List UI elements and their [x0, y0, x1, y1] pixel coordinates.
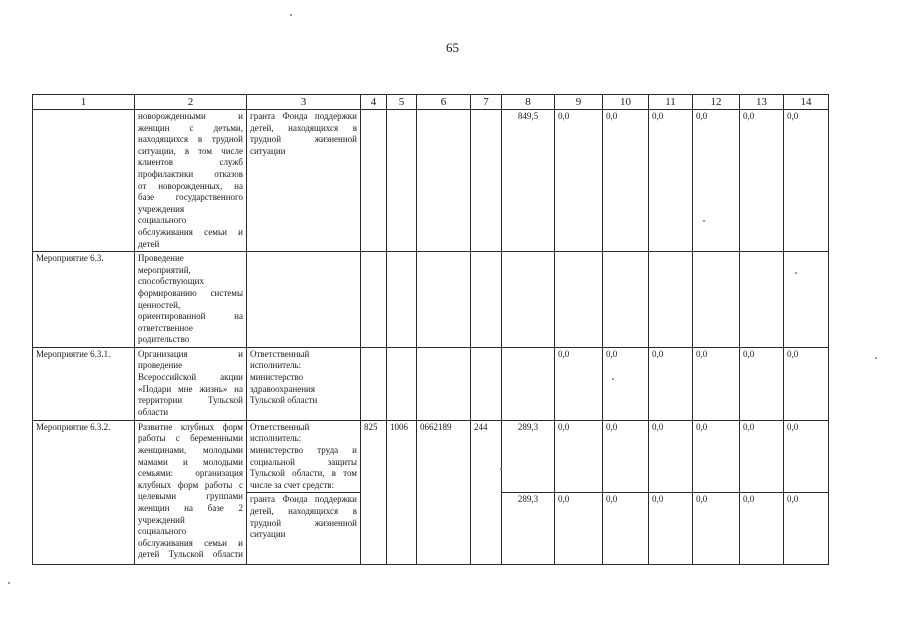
table-cell	[361, 347, 387, 420]
text-line: учреждений	[138, 514, 185, 525]
scan-speck	[500, 468, 502, 470]
executor-cell	[247, 493, 361, 565]
table-cell	[387, 347, 417, 420]
section-code-cell: 1006	[387, 420, 417, 565]
text-line: ситуации	[250, 145, 286, 156]
column-header: 13	[740, 95, 784, 110]
text-line: формированию системы	[138, 287, 243, 298]
text-line: женщин на базе 2	[138, 503, 243, 514]
text-line: числе за счет средств:	[250, 479, 335, 490]
text-line: Развитие клубных форм	[138, 421, 243, 432]
amount-cell: 0,0	[693, 110, 740, 252]
text-line: ориентированной на	[138, 311, 243, 322]
text-line: Ответственный	[250, 348, 310, 359]
text-line: ситуации, в том числе	[138, 145, 243, 156]
column-header: 12	[693, 95, 740, 110]
text-line: детей Тульской области	[138, 549, 243, 560]
text-line: Тульской области, в том	[250, 468, 357, 479]
text-line: новорожденными и	[138, 111, 243, 121]
column-header: 14	[784, 95, 829, 110]
executor-cell	[247, 420, 361, 493]
text-line: обслуживания семьи и	[138, 226, 243, 237]
column-header: 8	[502, 95, 555, 110]
amount-cell: 0,0	[603, 420, 649, 493]
table-cell	[417, 110, 471, 252]
table-cell	[555, 252, 603, 348]
amount-cell: 849,5	[502, 110, 555, 252]
ministry-code-cell: 825	[361, 420, 387, 565]
text-line: семьями: организация	[138, 468, 243, 479]
text-line: от новорожденных, на	[138, 180, 243, 191]
text-line: ценностей,	[138, 299, 181, 310]
scan-speck	[290, 14, 292, 16]
table-row	[33, 110, 829, 252]
text-line: трудной жизненной	[250, 134, 357, 145]
text-line: женщинами, молодыми	[138, 445, 243, 456]
text-line: детей, находящихся в	[250, 506, 357, 517]
table-cell	[502, 347, 555, 420]
table-cell	[693, 252, 740, 348]
column-header: 4	[361, 95, 387, 110]
text-line: ответственное	[138, 322, 193, 333]
table-cell	[361, 110, 387, 252]
budget-table	[32, 94, 829, 565]
text-line: Организация и	[138, 348, 243, 359]
text-line: исполнитель:	[250, 360, 302, 371]
text-line: проведение	[138, 360, 183, 371]
text-line: женщин с детьми,	[138, 122, 243, 133]
column-header: 10	[603, 95, 649, 110]
table-cell	[361, 252, 387, 348]
column-header: 6	[417, 95, 471, 110]
text-line: исполнитель:	[250, 433, 302, 444]
scan-speck	[795, 272, 797, 274]
executor-cell	[247, 347, 361, 420]
text-line: гранта Фонда поддержки	[250, 111, 357, 121]
table-cell	[417, 347, 471, 420]
text-line: социальной защиты	[250, 456, 357, 467]
table-cell	[649, 252, 693, 348]
text-line: профилактики отказов	[138, 168, 243, 179]
text-line: мамами и молодыми	[138, 456, 243, 467]
text-line: детей, находящихся в	[250, 122, 357, 133]
scan-speck	[875, 357, 877, 359]
amount-cell: 289,3	[502, 493, 555, 565]
table-cell	[740, 252, 784, 348]
amount-cell: 0,0	[603, 493, 649, 565]
target-article-cell: 0662189	[417, 420, 471, 565]
text-line: базе государственного	[138, 192, 243, 203]
activity-code-cell: Мероприятие 6.3.1.	[33, 347, 135, 420]
table-row	[33, 347, 829, 420]
scan-speck	[8, 582, 10, 584]
text-line: мероприятий,	[138, 264, 191, 275]
amount-cell: 0,0	[784, 347, 829, 420]
column-header: 9	[555, 95, 603, 110]
table-cell	[784, 252, 829, 348]
text-line: обслуживания семьи и	[138, 537, 243, 548]
amount-cell: 0,0	[693, 347, 740, 420]
executor-cell	[247, 110, 361, 252]
text-line: клиентов служб	[138, 157, 243, 168]
page-number: 65	[446, 40, 459, 55]
amount-cell: 0,0	[649, 110, 693, 252]
text-line: Тульской области	[250, 395, 318, 406]
column-header: 5	[387, 95, 417, 110]
activity-code-cell: Мероприятие 6.3.	[33, 252, 135, 348]
column-header: 2	[135, 95, 247, 110]
table-cell	[603, 252, 649, 348]
text-line: детей	[138, 238, 160, 249]
amount-cell: 0,0	[603, 110, 649, 252]
amount-cell: 0,0	[784, 420, 829, 493]
text-line: социального	[138, 526, 187, 537]
text-line: Ответственный	[250, 421, 310, 432]
activity-description-cell	[135, 347, 247, 420]
text-line: гранта Фонда поддержки	[250, 494, 357, 505]
amount-cell: 0,0	[649, 493, 693, 565]
text-line: здравоохранения	[250, 383, 316, 394]
amount-cell: 0,0	[693, 420, 740, 493]
amount-cell: 0,0	[555, 110, 603, 252]
column-header: 11	[649, 95, 693, 110]
table-row	[33, 252, 829, 348]
text-line: территории Тульской	[138, 395, 243, 406]
text-line: способствующих	[138, 276, 204, 287]
text-line: клубных форм работы с	[138, 479, 243, 490]
text-line: родительство	[138, 334, 190, 345]
text-line: трудной жизненной	[250, 517, 357, 528]
table-header-row	[33, 95, 829, 110]
scan-speck	[703, 220, 705, 222]
table-cell	[502, 252, 555, 348]
text-line: Всероссийской акции	[138, 372, 243, 383]
text-line: министерство	[250, 372, 304, 383]
column-header: 1	[33, 95, 135, 110]
table-cell	[387, 252, 417, 348]
table-cell	[471, 252, 502, 348]
column-header: 3	[247, 95, 361, 110]
expense-type-cell: 244	[471, 420, 502, 565]
amount-cell: 0,0	[693, 493, 740, 565]
amount-cell: 0,0	[784, 110, 829, 252]
amount-cell: 0,0	[740, 420, 784, 493]
activity-description-cell	[135, 110, 247, 252]
text-line: области	[138, 406, 169, 417]
table-cell	[471, 110, 502, 252]
text-line: Проведение	[138, 253, 184, 264]
amount-cell: 0,0	[649, 420, 693, 493]
executor-cell	[247, 252, 361, 348]
amount-cell: 0,0	[555, 347, 603, 420]
text-line: работы с беременными	[138, 433, 243, 444]
table-cell	[417, 252, 471, 348]
text-line: министерство труда и	[250, 445, 357, 456]
text-line: «Подари мне жизнь» на	[138, 383, 243, 394]
activity-description-cell	[135, 420, 247, 565]
table-row	[33, 420, 829, 493]
amount-cell: 289,3	[502, 420, 555, 493]
text-line: социального	[138, 215, 187, 226]
amount-cell: 0,0	[784, 493, 829, 565]
activity-description-cell	[135, 252, 247, 348]
text-line: находящихся в трудной	[138, 134, 243, 145]
text-line: целевыми группами	[138, 491, 243, 502]
column-header: 7	[471, 95, 502, 110]
amount-cell: 0,0	[555, 493, 603, 565]
amount-cell: 0,0	[603, 347, 649, 420]
amount-cell: 0,0	[649, 347, 693, 420]
activity-code-cell	[33, 110, 135, 252]
text-line: учреждения	[138, 203, 185, 214]
scan-speck	[612, 378, 614, 380]
amount-cell: 0,0	[555, 420, 603, 493]
table-cell	[387, 110, 417, 252]
activity-code-cell: Мероприятие 6.3.2.	[33, 420, 135, 565]
amount-cell: 0,0	[740, 493, 784, 565]
table-cell	[471, 347, 502, 420]
amount-cell: 0,0	[740, 110, 784, 252]
text-line: ситуации	[250, 529, 286, 540]
amount-cell: 0,0	[740, 347, 784, 420]
